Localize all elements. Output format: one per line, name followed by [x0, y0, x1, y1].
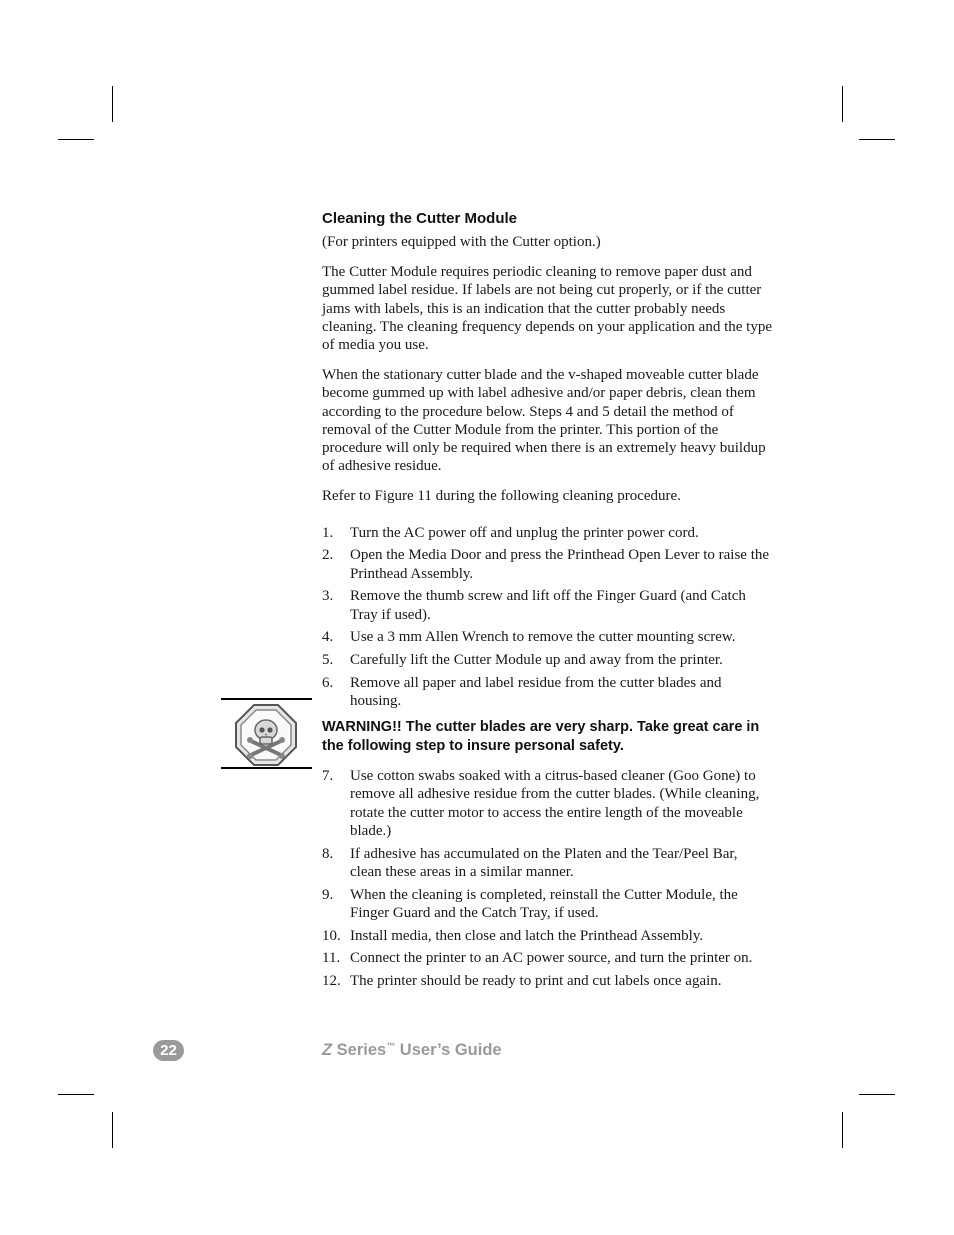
crop-mark: [842, 1112, 843, 1148]
step-text: Turn the AC power off and unplug the printer power cord.: [350, 524, 699, 541]
crop-mark: [112, 1112, 113, 1148]
warning-rule-bottom: [221, 767, 312, 769]
section-heading: Cleaning the Cutter Module: [322, 210, 517, 227]
guide-title-rest: User’s Guide: [395, 1040, 502, 1059]
step-number: 3.: [322, 588, 334, 605]
step-number: 1.: [322, 524, 334, 541]
crop-mark: [58, 139, 94, 140]
section-subtitle: (For printers equipped with the Cutter option.): [322, 234, 601, 250]
crop-mark: [58, 1094, 94, 1095]
list-item: [322, 845, 772, 881]
step-number: 6.: [322, 675, 334, 692]
step-text: When the cleaning is completed, reinstall the Cutter Module, the Finger Guard and the Catch Tray, if used.: [350, 886, 738, 921]
list-item: [322, 524, 772, 542]
step-number: 8.: [322, 845, 334, 862]
step-text: Install media, then close and latch the Printhead Assembly.: [350, 927, 704, 944]
page-number-badge: 22: [153, 1040, 184, 1061]
paragraph-figure-reference: Refer to Figure 11 during the following cleaning procedure.: [322, 488, 681, 505]
step-text: Carefully lift the Cutter Module up and away from the printer.: [350, 652, 723, 669]
page-footer: [153, 1038, 502, 1062]
list-item: [322, 767, 772, 840]
step-number: 4.: [322, 629, 334, 646]
crop-mark: [859, 139, 895, 140]
steps-list-part-1: [322, 524, 772, 711]
step-number: 12.: [322, 973, 341, 990]
warning-rule-top: [221, 698, 312, 700]
list-item: [322, 972, 772, 990]
list-item: [322, 587, 772, 623]
guide-title: [322, 1041, 502, 1060]
list-item: [322, 927, 772, 945]
guide-title-series: Series: [332, 1040, 387, 1059]
step-number: 10.: [322, 927, 341, 944]
step-text: Open the Media Door and press the Printhead Open Lever to raise the Printhead Assembly.: [350, 547, 770, 582]
paragraph-intro: The Cutter Module requires periodic cleaning to remove paper dust and gummed label residue. If labels are not being cut properly, or if the cutter jams with labels, this is an indication that the cutter probably needs cleaning. The cleaning frequency depends on your application and the type of media you use.: [322, 264, 772, 354]
step-text: Remove the thumb screw and lift off the Finger Guard (and Catch Tray if used).: [350, 588, 746, 623]
list-item: [322, 949, 772, 967]
steps-list-part-2: [322, 767, 772, 990]
warning-text: WARNING!! The cutter blades are very sharp. Take great care in the following step to insure personal safety.: [322, 719, 760, 754]
crop-mark: [859, 1094, 895, 1095]
list-item: [322, 651, 772, 669]
paragraph-procedure-scope: When the stationary cutter blade and the v-shaped moveable cutter blade become gummed up with label adhesive and/or paper debris, clean them according to the procedure below. Steps 4 and 5 detail the method of removal of the Cutter Module from the printer. This portion of the procedure will only be required when there is an extremely heavy buildup of adhesive residue.: [322, 367, 766, 475]
step-text: Connect the printer to an AC power source, and turn the printer on.: [350, 950, 753, 967]
step-number: 9.: [322, 886, 334, 903]
step-text: The printer should be ready to print and cut labels once again.: [350, 973, 722, 990]
step-text: Use a 3 mm Allen Wrench to remove the cutter mounting screw.: [350, 629, 736, 646]
list-item: [322, 546, 772, 582]
step-number: 5.: [322, 652, 334, 669]
crop-mark: [842, 86, 843, 122]
step-text: Remove all paper and label residue from the cutter blades and housing.: [350, 675, 722, 710]
step-text: If adhesive has accumulated on the Platen and the Tear/Peel Bar, clean these areas in a similar manner.: [350, 845, 738, 880]
crop-mark: [112, 86, 113, 122]
trademark-symbol: ™: [386, 1040, 396, 1051]
step-number: 7.: [322, 768, 334, 785]
list-item: [322, 886, 772, 922]
step-number: 11.: [322, 950, 341, 967]
skull-crossbones-icon: [234, 703, 298, 767]
list-item: [322, 628, 772, 646]
guide-title-z: Z: [322, 1040, 333, 1059]
main-content: [322, 210, 772, 995]
step-number: 2.: [322, 547, 334, 564]
step-text: Use cotton swabs soaked with a citrus-based cleaner (Goo Gone) to remove all adhesive residue from the cutter blades. (While cleaning, rotate the cutter motor to access the entire length of the moveable blade.): [350, 768, 760, 839]
list-item: [322, 674, 772, 710]
